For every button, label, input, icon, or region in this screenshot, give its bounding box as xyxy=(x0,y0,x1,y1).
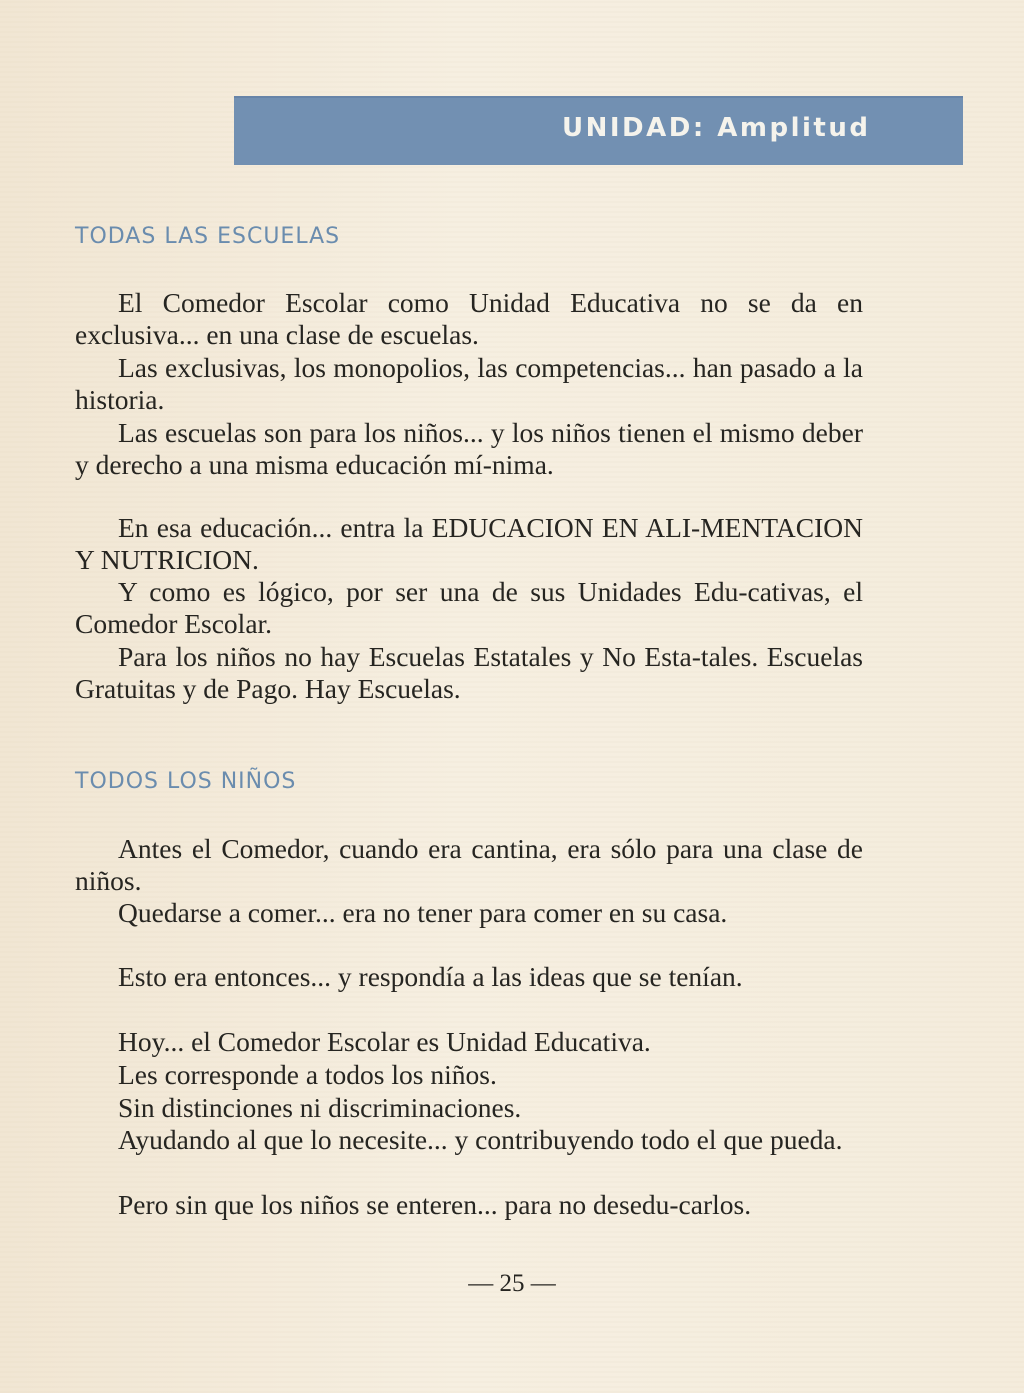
page-number: — 25 — xyxy=(468,1270,556,1297)
paragraph: El Comedor Escolar como Unidad Educativa no se da en exclusiva... en una clase de escuelas. xyxy=(75,287,863,351)
paragraph: Esto era entonces... y respondía a las ideas que se tenían. xyxy=(118,961,743,992)
paragraph: Pero sin que los niños se enteren... para no desedu-carlos. xyxy=(118,1189,752,1220)
paragraph: Para los niños no hay Escuelas Estatales y No Esta-tales. Escuelas Gratuitas y de Pago. Hay Escuelas. xyxy=(75,641,863,705)
paragraph: En esa educación... entra la EDUCACION EN ALI-MENTACION Y NUTRICION. xyxy=(75,512,863,576)
unit-banner-title: UNIDAD: Amplitud xyxy=(562,113,871,143)
section-heading-todos-los-ninos: TODOS LOS NIÑOS xyxy=(75,769,297,794)
paragraph: Y como es lógico, por ser una de sus Unidades Edu-cativas, el Comedor Escolar. xyxy=(75,576,863,640)
unit-banner xyxy=(234,96,963,165)
paragraph: Las escuelas son para los niños... y los niños tienen el mismo deber y derecho a una misma educación mí-nima. xyxy=(75,417,863,481)
paragraph: Quedarse a comer... era no tener para comer en su casa. xyxy=(118,897,728,928)
paragraph: Sin distinciones ni discriminaciones. xyxy=(118,1092,522,1123)
paragraph: Ayudando al que lo necesite... y contribuyendo todo el que pueda. xyxy=(118,1124,843,1155)
paragraph: Antes el Comedor, cuando era cantina, era sólo para una clase de niños. xyxy=(75,833,863,897)
paragraph: Las exclusivas, los monopolios, las competencias... han pasado a la historia. xyxy=(75,352,863,416)
section-heading-todas-las-escuelas: TODAS LAS ESCUELAS xyxy=(75,224,341,249)
paragraph: Hoy... el Comedor Escolar es Unidad Educativa. xyxy=(118,1026,651,1057)
paragraph: Les corresponde a todos los niños. xyxy=(118,1059,497,1090)
